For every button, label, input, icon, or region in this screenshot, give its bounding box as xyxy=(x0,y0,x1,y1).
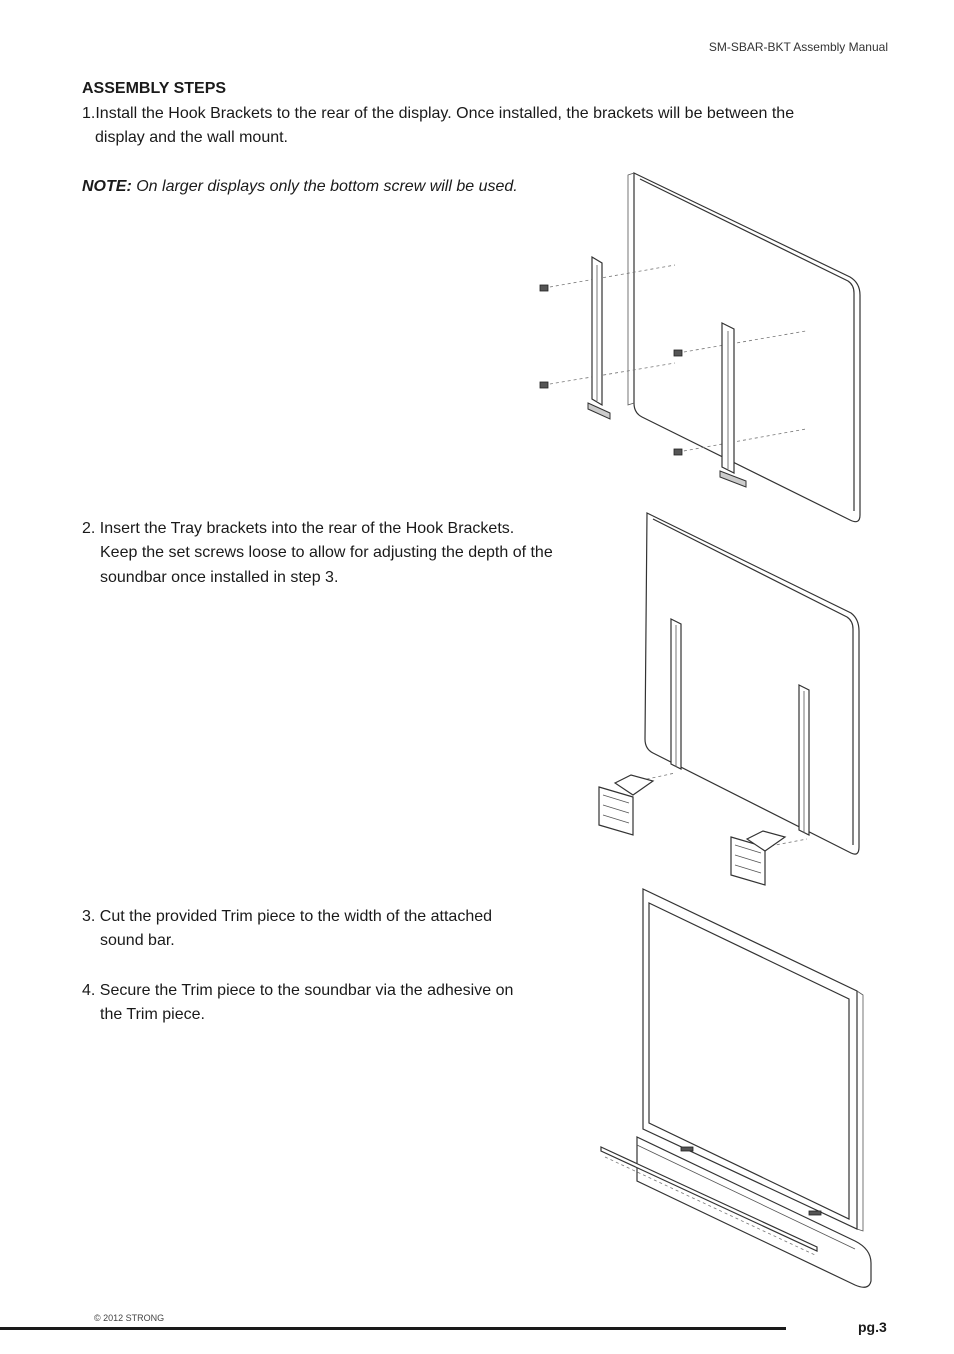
section-heading: ASSEMBLY STEPS xyxy=(82,80,227,97)
note xyxy=(82,178,518,196)
page-number: pg.3 xyxy=(858,1319,887,1335)
document-title: SM-SBAR-BKT Assembly Manual xyxy=(708,40,888,54)
note-text: On larger displays only the bottom screw will be used. xyxy=(131,178,518,195)
step2-tray-bracket-illustration xyxy=(595,505,870,890)
step3-soundbar-trim-illustration xyxy=(595,885,880,1295)
left-tray-bracket xyxy=(599,775,653,835)
step1-line2: display and the wall mount. xyxy=(95,129,288,146)
copyright-notice: © 2012 STRONG xyxy=(94,1313,165,1323)
step1-line1: 1.Install the Hook Brackets to the rear of the display. Once installed, the brackets will be between the xyxy=(82,105,795,122)
step3-line1: 3. Cut the provided Trim piece to the width of the attached xyxy=(82,908,493,925)
step2-line3: soundbar once installed in step 3. xyxy=(100,569,339,586)
right-tray-bracket xyxy=(731,831,785,885)
note-label: NOTE: xyxy=(82,178,132,195)
step4-line2: the Trim piece. xyxy=(100,1006,205,1023)
step4-line1: 4. Secure the Trim piece to the soundbar via the adhesive on xyxy=(82,982,514,999)
step3-line2: sound bar. xyxy=(100,932,175,949)
step2-line2: Keep the set screws loose to allow for adjusting the depth of the xyxy=(100,544,553,561)
step1-hook-bracket-illustration xyxy=(530,165,870,530)
footer-divider xyxy=(0,1327,786,1330)
step2-line1: 2. Insert the Tray brackets into the rear of the Hook Brackets. xyxy=(82,520,515,537)
